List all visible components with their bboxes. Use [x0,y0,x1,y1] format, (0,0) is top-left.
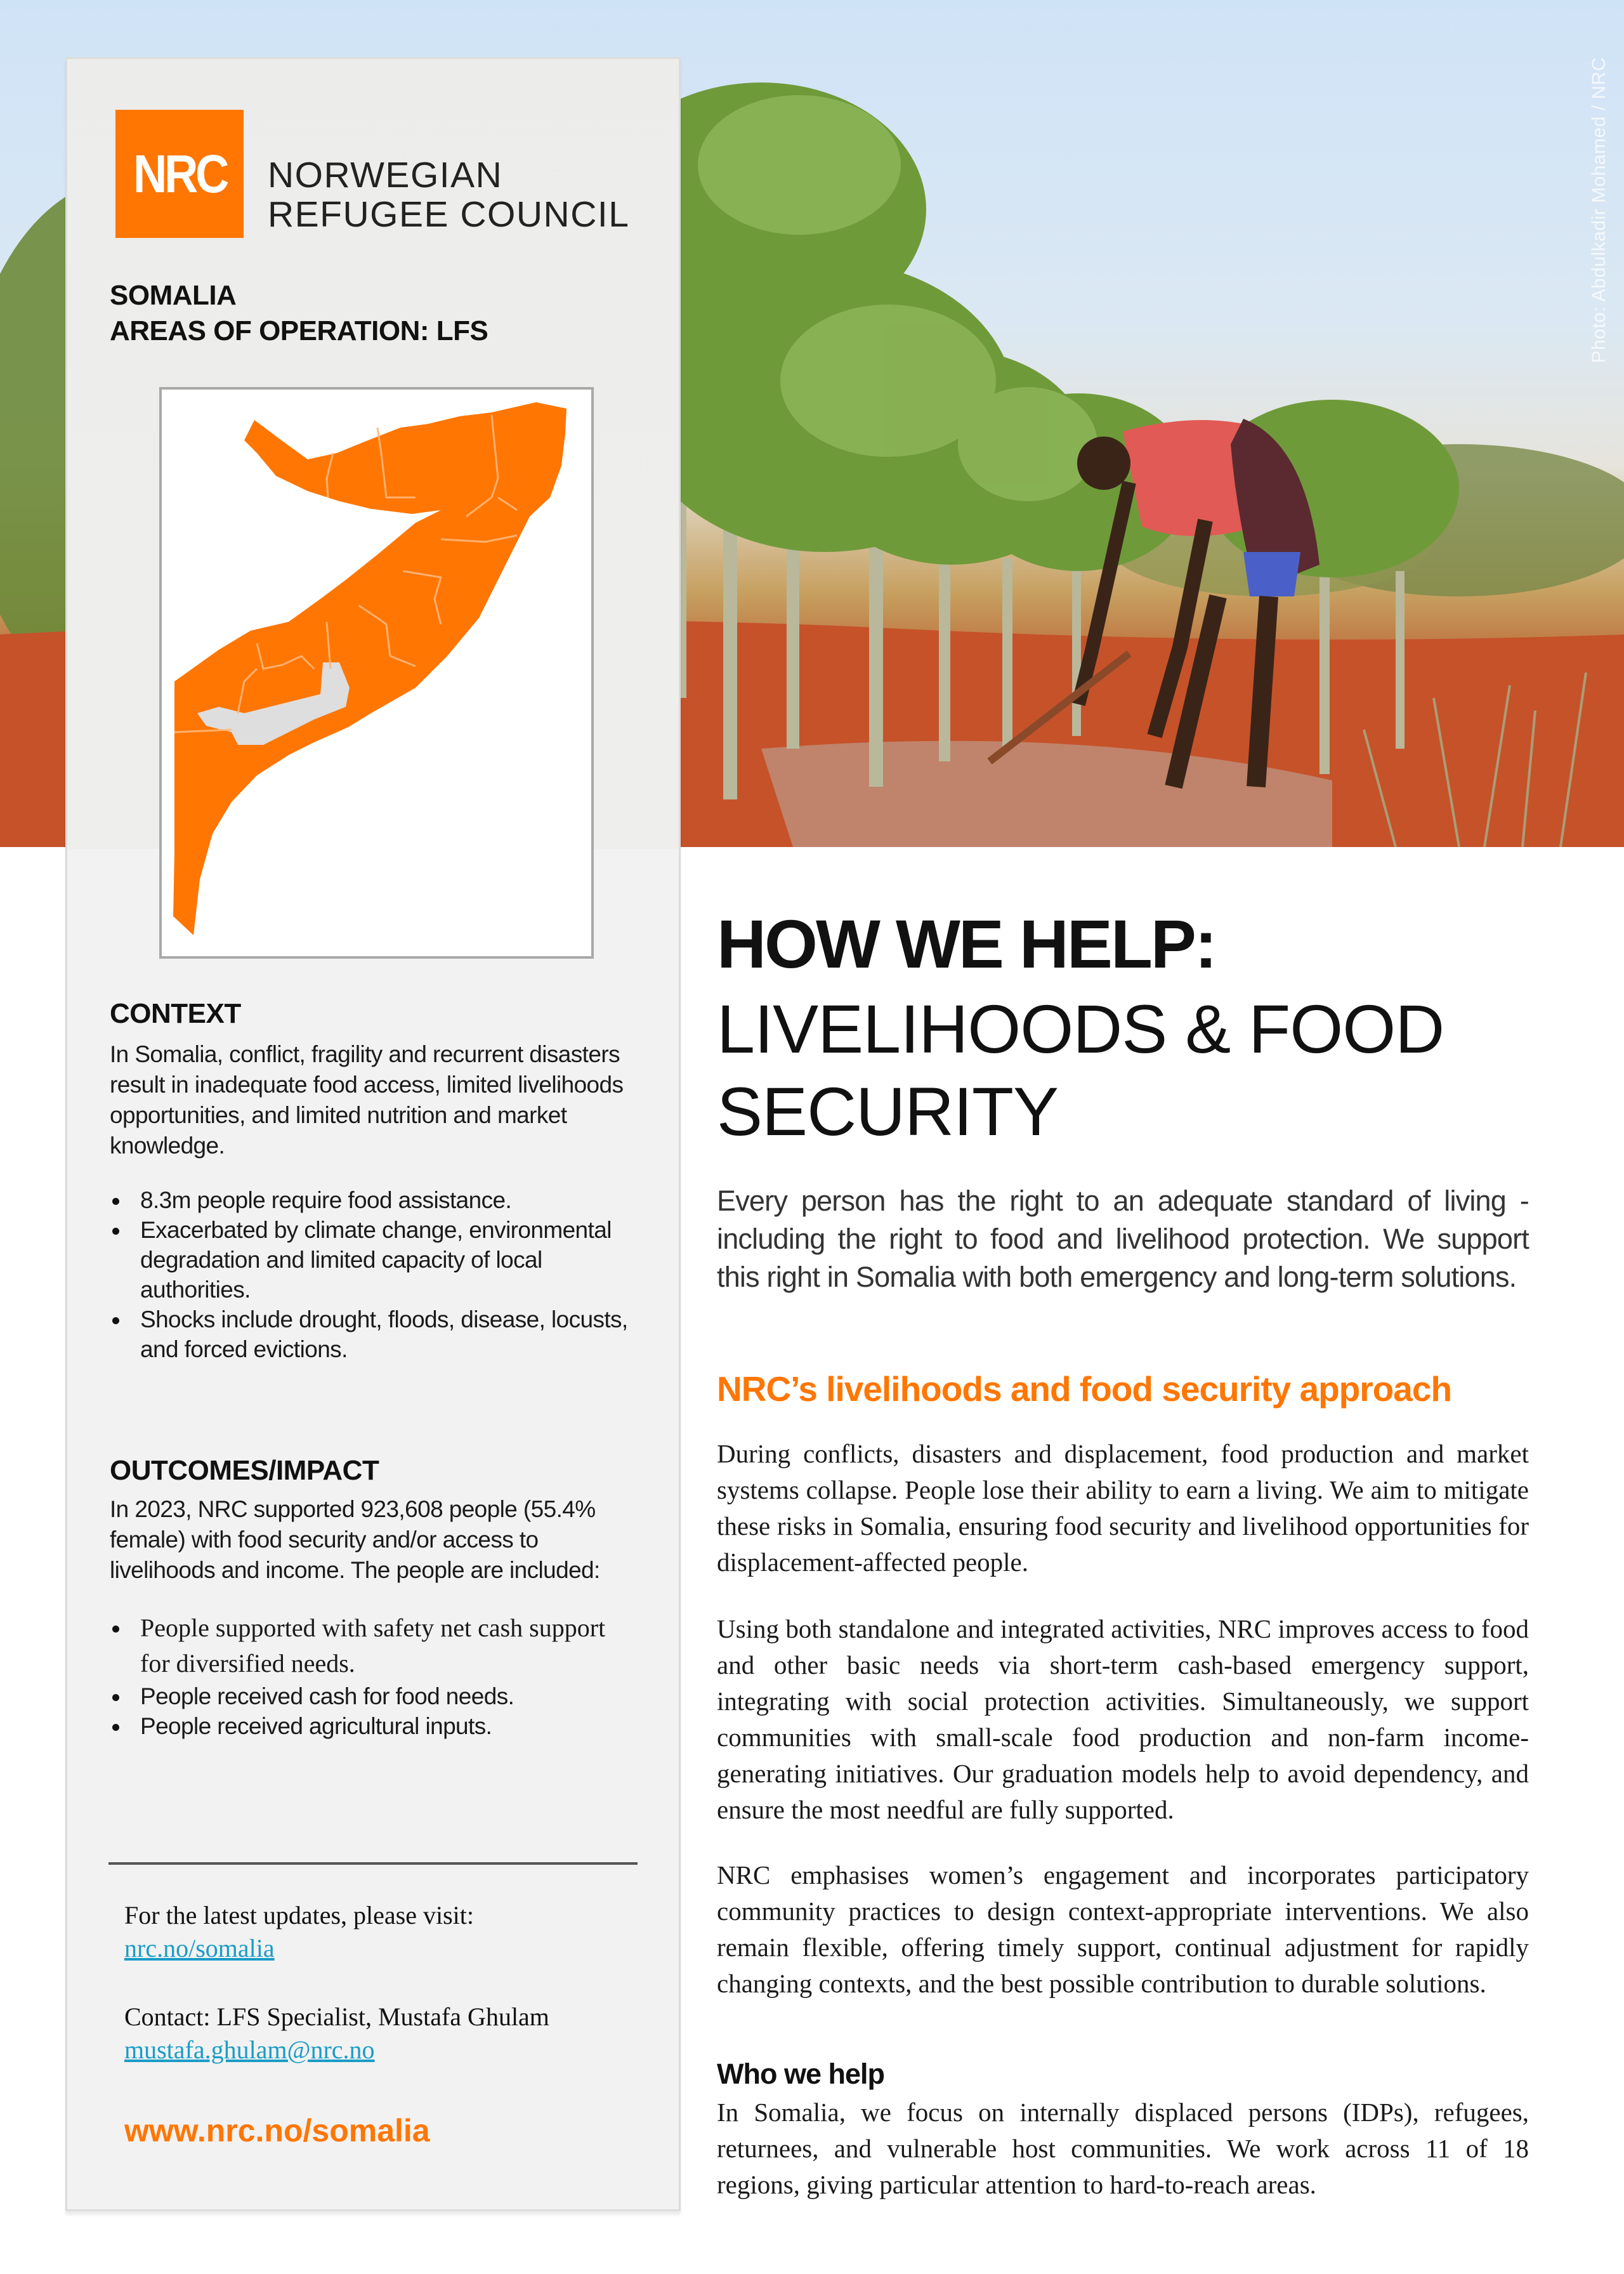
country-heading [110,278,488,349]
org-name-line-1: NORWEGIAN [268,155,503,195]
nrc-logo [115,110,244,238]
context-bullet: 8.3m people require food assistance. [110,1185,636,1215]
country-name: SOMALIA [110,280,237,311]
nrc-logo-text: NRC [133,143,226,204]
contact-email-link[interactable]: mustafa.ghulam@nrc.no [124,2035,375,2064]
context-bullet: Exacerbated by climate change, environmental degradation and limited capacity of local authorities. [110,1215,636,1305]
contact-label: Contact: LFS Specialist, Mustafa Ghulam [124,2002,549,2031]
somalia-region-map-icon [162,390,591,956]
outcomes-bullet: People supported with safety net cash support for diversified needs. [110,1610,636,1681]
sidebar-panel [65,57,681,2211]
approach-heading: NRC’s livelihoods and food security approach [717,1369,1452,1409]
photo-credit: Photo: Abdulkadir Mohamed / NRC [1588,57,1609,364]
context-bullet-list [110,1185,636,1364]
updates-link[interactable]: nrc.no/somalia [124,1934,275,1962]
context-bullet: Shocks include drought, floods, disease, locusts, and forced evictions. [110,1305,636,1364]
outcomes-heading: OUTCOMES/IMPACT [110,1455,379,1486]
context-heading: CONTEXT [110,998,241,1029]
website-link[interactable]: www.nrc.no/somalia [124,2113,430,2148]
outcomes-bullet-list [110,1610,636,1741]
contact-block [124,2001,549,2067]
outcomes-bullet: People received agricultural inputs. [110,1711,636,1741]
footer-divider [108,1862,638,1865]
approach-paragraph-2: Using both standalone and integrated activities, NRC improves access to food and other basic needs via short-term cash-based emergency support, integrating with social protection activities. Simultaneously, we support communities with small-scale food production and non-farm income-generating initiatives. Our graduation models help to avoid dependency, and ensure the most needful are fully supported. [717,1614,1529,1824]
who-we-help-heading: Who we help [717,2058,884,2090]
updates-label: For the latest updates, please visit: [124,1901,474,1929]
intro-paragraph: Every person has the right to an adequate standard of living - including the right to food and livelihood protection. We support this right in Somalia with both emergency and long-term solutions. [717,1185,1529,1293]
outcomes-bullet: People received cash for food needs. [110,1681,636,1711]
context-body: In Somalia, conflict, fragility and recurrent disasters result in inadequate food access, limited livelihoods opportunities, and limited nutrition and market knowledge. [110,1041,624,1159]
outcomes-body: In 2023, NRC supported 923,608 people (55.4% female) with food security and/or access to livelihoods and income. The people are included: [110,1496,600,1583]
page-title-bold: HOW WE HELP: [717,905,1215,982]
approach-paragraph-3: NRC emphasises women’s engagement and incorporates participatory community practices to design context-appropriate interventions. We also remain flexible, offering timely support, continual adjustment for rapidly changing contexts, and the best possible contribution to durable solutions. [717,1860,1529,1998]
who-we-help-body: In Somalia, we focus on internally displaced persons (IDPs), refugees, returnees, and vulnerable host communities. We work across 11 of 18 regions, giving particular attention to hard-to-reach areas. [717,2098,1529,2199]
approach-paragraph-1: During conflicts, disasters and displacement, food production and market systems collapse. People lose their ability to earn a living. We aim to mitigate these risks in Somalia, ensuring food security and livelihood opportunities for displacement-affected people. [717,1439,1529,1577]
somalia-map [159,387,594,959]
areas-of-operation-label: AREAS OF OPERATION: LFS [110,315,488,346]
updates-block [124,1899,474,1965]
organization-name [268,155,629,234]
org-name-line-2: REFUGEE COUNCIL [268,194,630,235]
page-title-subject: LIVELIHOODS & FOOD SECURITY [717,990,1444,1150]
